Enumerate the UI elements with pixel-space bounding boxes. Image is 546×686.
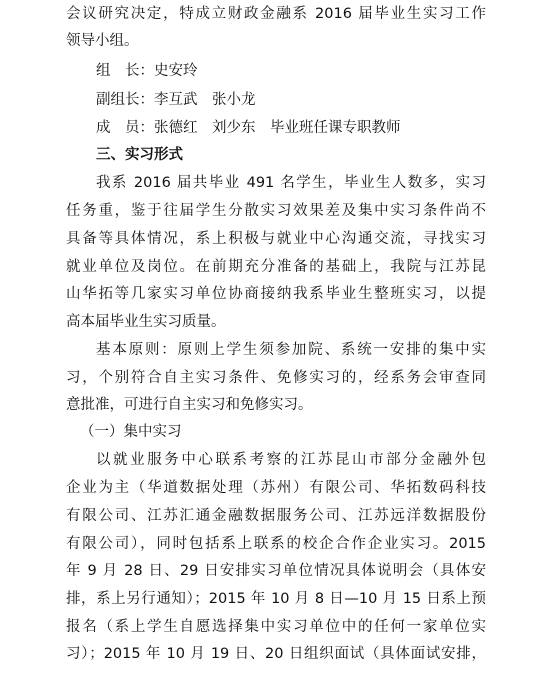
paragraph-line: 以就业服务中心联系考察的江苏昆山市部分金融外包 [96, 452, 486, 468]
paragraph-line: 报名（系上学生自愿选择集中实习单位中的任何一家单位实 [66, 619, 486, 635]
paragraph-line: 有限公司、江苏汇通金融数据服务公司、江苏远洋数据股份 [66, 508, 486, 524]
paragraph-line: 基本原则：原则上学生须参加院、系统一安排的集中实 [96, 342, 486, 358]
group-leader-line: 组 长：史安玲 [96, 63, 198, 79]
paragraph-line: 高本届毕业生实习质量。 [66, 314, 226, 330]
paragraph-line: 企业为主（华道数据处理（苏州）有限公司、华拓数码科技 [66, 480, 486, 496]
paragraph-line: 任务重，鉴于往届学生分散实习效果差及集中实习条件尚不 [66, 203, 486, 219]
paragraph-line: 山华拓等几家实习单位协商接纳我系毕业生整班实习，以提 [66, 286, 486, 302]
members-line: 成 员：张德红 刘少东 毕业班任课专职教师 [96, 120, 401, 136]
paragraph-line: 就业单位及岗位。在前期充分准备的基础上，我院与江苏昆 [66, 259, 486, 275]
text-line: 会议研究决定，特成立财政金融系 2016 届毕业生实习工作 [66, 6, 486, 22]
section-heading: 三、实习形式 [96, 147, 183, 163]
vice-leader-line: 副组长：李互武 张小龙 [96, 92, 256, 108]
paragraph-line: 有限公司），同时包括系上联系的校企合作企业实习。2015 [66, 536, 486, 552]
paragraph-line: 年 9 月 28 日、29 日安排实习单位情况具体说明会（具体安 [66, 563, 486, 579]
paragraph-line: 意批准，可进行自主实习和免修实习。 [66, 397, 313, 413]
paragraph-line: 我系 2016 届共毕业 491 名学生，毕业生人数多，实习 [96, 175, 486, 191]
text-line: 领导小组。 [66, 33, 139, 49]
paragraph-line: 习）；2015 年 10 月 19 日、20 日组织面试（具体面试安排， [66, 646, 486, 662]
paragraph-line: 习，个别符合自主实习条件、免修实习的，经系务会审查同 [66, 370, 486, 386]
paragraph-line: 排，系上另行通知）；2015 年 10 月 8 日—10 月 15 日系上预 [66, 591, 486, 607]
paragraph-line: 具备等具体情况，系上积极与就业中心沟通交流，寻找实习 [66, 231, 486, 247]
subsection-heading: （一）集中实习 [80, 424, 182, 440]
